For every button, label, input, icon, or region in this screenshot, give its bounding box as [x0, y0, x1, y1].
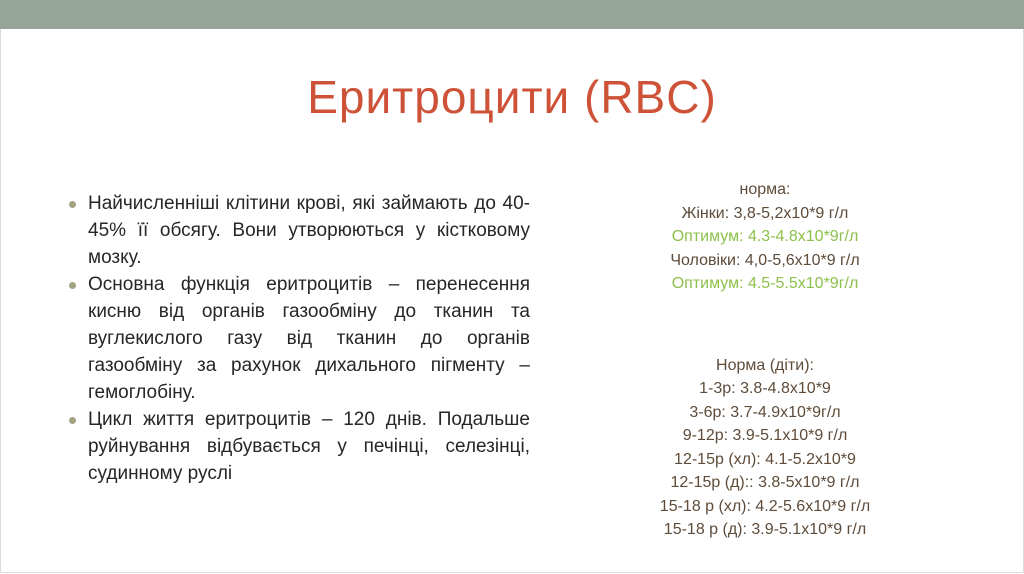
bullet-text: Основна функція еритроцитів – перенесення кисню від органів газообміну до тканин та вуглекислого газу від тканин до органів газообміну за рахунок дихального пігменту – гемоглобіну. [88, 274, 530, 403]
women-norm: Жінки: 3,8-5,2x10*9 г/л [681, 204, 849, 222]
child-norm-heading: Норма (діти): [716, 356, 814, 374]
bullet-dot-icon [69, 201, 76, 208]
bullet-item [66, 406, 530, 487]
bullet-text: Найчисленніші клітини крові, які займають до 40-45% її обсягу. Вони утворюються у кістковому мозку. [88, 193, 530, 268]
child-norm-row: 15-18 р (хл): 4.2-5.6x10*9 г/л [659, 497, 871, 515]
top-accent-bar [0, 0, 1024, 29]
child-norm-row: 3-6р: 3.7-4.9x10*9г/л [689, 403, 841, 421]
women-optimum: Оптимум: 4.3-4.8x10*9г/л [671, 228, 859, 245]
bullet-item [66, 190, 530, 271]
bullet-item [66, 271, 530, 406]
bullet-dot-icon [69, 417, 76, 424]
slide-title: Еритроцити (RBC) [307, 71, 717, 123]
child-norm-row: 15-18 р (д): 3.9-5.1x10*9 г/л [663, 521, 867, 538]
bullet-list [66, 190, 530, 487]
bullet-text: Цикл життя еритроцитів – 120 днів. Подальше руйнування відбувається у печінці, селезінці, судинному руслі [88, 409, 530, 484]
child-norm-row: 1-3р: 3.8-4.8x10*9 [699, 380, 831, 397]
norms-panel [600, 178, 930, 542]
child-norm-row: 9-12р: 3.9-5.1x10*9 г/л [682, 427, 848, 444]
child-norm-row: 12-15р (хл): 4.1-5.2x10*9 [674, 450, 856, 468]
spacer [600, 296, 930, 354]
men-norm: Чоловіки: 4,0-5,6x10*9 г/л [670, 251, 860, 269]
child-norm-row: 12-15р (д):: 3.8-5x10*9 г/л [670, 474, 860, 491]
bullet-dot-icon [69, 282, 76, 289]
adult-norm-heading: норма: [739, 181, 791, 198]
men-optimum: Оптимум: 4.5-5.5x10*9г/л [671, 275, 859, 292]
